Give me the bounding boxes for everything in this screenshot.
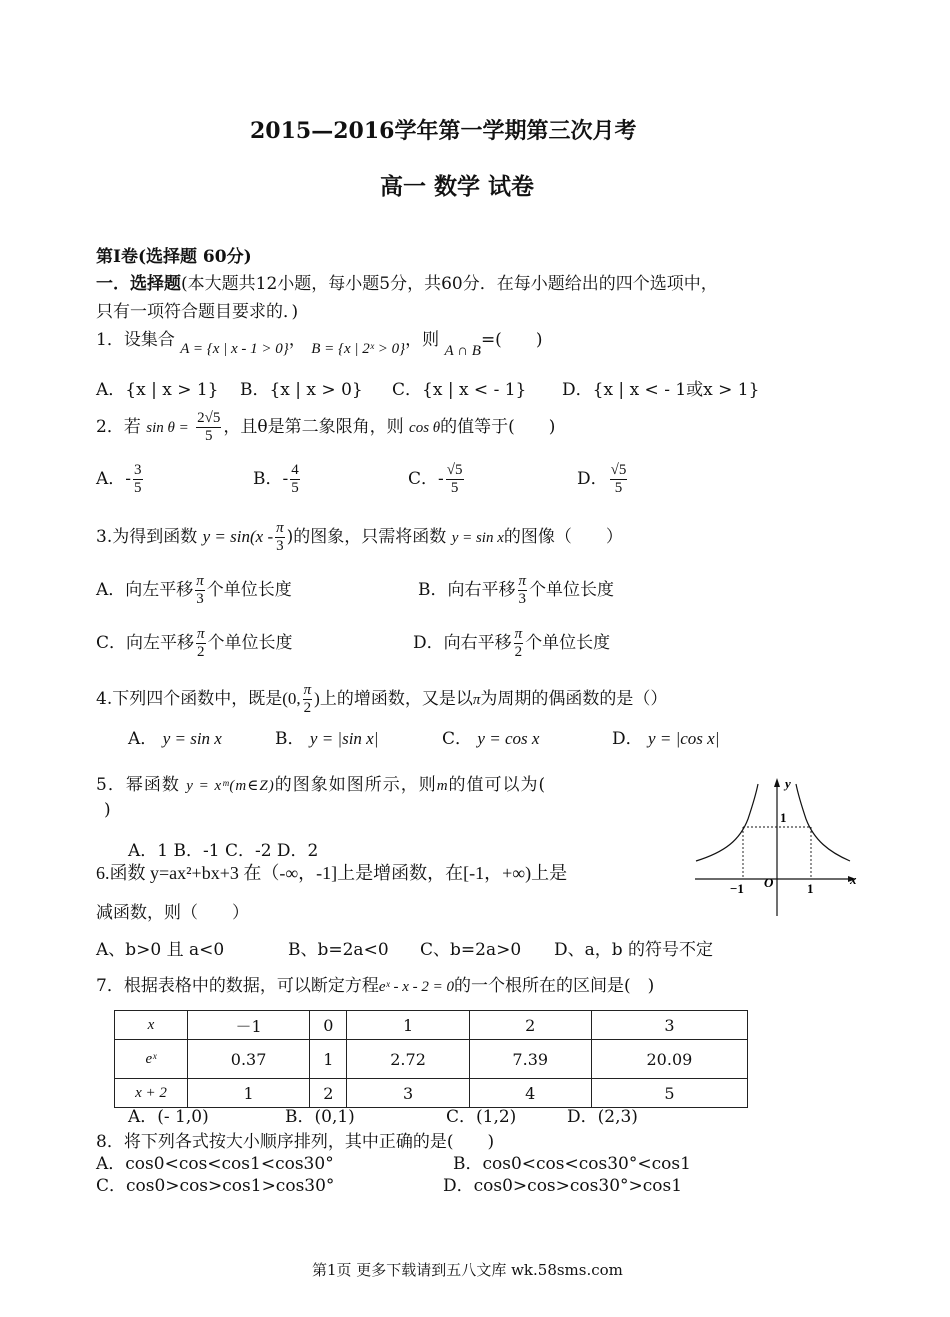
part-desc-1: (本大题共12小题，每小题5分，共60分．在每小题给出的四个选项中， — [181, 274, 718, 294]
q2-option-a: A．- $\frac{3}{5}$ — [96, 462, 142, 496]
x-label: x — [850, 872, 857, 887]
q7-option-d: D．(2,3) — [567, 1107, 638, 1127]
q5-m: m — [436, 778, 449, 794]
q1-option-c: C．{x | x < - 1} — [392, 380, 527, 400]
table-cell: －1 — [188, 1011, 310, 1040]
q4-stem: 4.下列四个函数中，既是(0, $\frac{\pi}{2}$ )上的增函数，又是以π为周期的偶函数的是（） — [96, 682, 668, 716]
q4-stem-c: 为周期的偶函数的是（） — [480, 689, 668, 709]
q4-option-a: A． y = sin x — [128, 729, 222, 749]
q5-stem-b: 的图象如图所示，则 — [274, 775, 437, 795]
table-row-header: eˣ — [115, 1040, 188, 1079]
table-row — [115, 1040, 748, 1079]
q1-stem — [96, 329, 543, 359]
page-footer: 第1页 更多下载请到五八文库 wk.58sms.com — [312, 1261, 623, 1279]
y-label: y — [785, 776, 791, 791]
table-row — [115, 1079, 748, 1108]
q5-stem-d: ) — [104, 800, 111, 820]
q3-option-a: A．向左平移 $\frac{\pi}{3}$ 个单位长度 — [96, 573, 292, 607]
q2-stem — [96, 410, 555, 445]
table-cell: 20.09 — [591, 1040, 747, 1079]
q1-option-d: D．{x | x < - 1或x > 1} — [562, 380, 760, 400]
table-cell: 1 — [347, 1011, 469, 1040]
table-cell: 3 — [591, 1011, 747, 1040]
table-row — [115, 1011, 748, 1040]
y-axis-arrow — [774, 778, 780, 787]
q3-stem-a: 3.为得到函数 — [96, 527, 198, 547]
q1-expr: A ∩ B — [444, 343, 481, 359]
q4-stem-b: 上的增函数，又是以 — [319, 689, 473, 709]
q3-stem: 3.为得到函数 y = sin(x - $\frac{\pi}{3}$ )的图象，只需将函数 y = sin x的图像（ ） — [96, 520, 623, 554]
q8-option-b: B．cos0<cos<cos30°<cos1 — [453, 1154, 691, 1174]
curve-left — [696, 784, 758, 861]
power-function-graph — [690, 772, 860, 920]
y-tick-1: 1 — [780, 810, 787, 825]
q6-line1: 6.函数 y=ax²+bx+3 在（-∞，-1]上是增函数，在[-1，+∞)上是 — [96, 863, 568, 883]
q7-stem-b: 的一个根所在的区间是( ) — [454, 976, 655, 996]
table-cell: 1 — [310, 1040, 347, 1079]
section-heading: 第Ⅰ卷(选择题 60分) — [96, 247, 252, 267]
q1-set-a: A = {x | x - 1 > 0} — [180, 341, 289, 357]
table-cell: 4 — [469, 1079, 591, 1108]
q1-comma: ， — [288, 330, 306, 350]
table-cell: 0 — [310, 1011, 347, 1040]
q8-option-d: D．cos0>cos>cos30°>cos1 — [443, 1176, 683, 1196]
q5-func: y = xᵐ(m∈Z) — [186, 778, 275, 794]
q4-option-b: B． y = |sin x| — [275, 729, 379, 749]
x-tick-1: 1 — [807, 881, 814, 896]
q4-option-d: D． y = |cos x| — [612, 729, 720, 749]
q6-option-b: B、b=2a<0 — [288, 940, 389, 960]
q2-cos: cos θ — [409, 420, 441, 436]
origin-label: O — [764, 875, 774, 890]
q5-options: A．1 B．-1 C．-2 D．2 — [128, 841, 319, 861]
q3-option-d: D．向右平移 $\frac{\pi}{2}$ 个单位长度 — [413, 626, 611, 660]
q3-func: y = sin(x - — [202, 527, 274, 546]
table-cell: 2 — [310, 1079, 347, 1108]
q6-option-d: D、a，b 的符号不定 — [554, 940, 714, 960]
q7-option-c: C．(1,2) — [446, 1107, 517, 1127]
exam-subtitle: 高一 数学 试卷 — [380, 173, 535, 200]
q3-option-c: C．向左平移 $\frac{\pi}{2}$ 个单位长度 — [96, 626, 293, 660]
q1-option-b: B．{x | x > 0} — [240, 380, 363, 400]
table-row-header: x + 2 — [115, 1079, 188, 1108]
q6-line2: 减函数，则（ ） — [96, 903, 249, 923]
q7-option-b: B．(0,1) — [285, 1107, 355, 1127]
q2-option-d: D． $\frac{√5}{5}$ — [577, 462, 627, 496]
q3-func2: y = sin x — [451, 530, 504, 546]
q6-option-c: C、b=2a>0 — [420, 940, 522, 960]
q1-option-a: A．{x | x > 1} — [96, 380, 219, 400]
exam-title: 2015—2016学年第一学期第三次月考 — [250, 118, 637, 144]
table-cell: 7.39 — [469, 1040, 591, 1079]
q5-stem-a: 5．幂函数 — [96, 775, 180, 795]
q5-stem — [96, 774, 546, 797]
q3-stem-b: 的图象，只需将函数 — [293, 527, 447, 547]
q7-stem-a: 7．根据表格中的数据，可以断定方程 — [96, 976, 379, 996]
table-cell: 1 — [188, 1079, 310, 1108]
part-desc-2: 只有一项符合题目要求的．) — [96, 302, 299, 322]
q5-stem-c: 的值可以为( — [448, 775, 547, 795]
q3-stem-c: 的图像（ ） — [503, 527, 623, 547]
table-cell: 2.72 — [347, 1040, 469, 1079]
q2-stem-c: 的值等于( ) — [440, 417, 556, 437]
q2-option-c: C．- $\frac{√5}{5}$ — [408, 462, 463, 496]
table-cell: 0.37 — [188, 1040, 310, 1079]
q7-option-a: A．(- 1,0) — [128, 1107, 209, 1127]
table-cell: 5 — [591, 1079, 747, 1108]
q1-stem-a: 1．设集合 — [96, 330, 175, 350]
q7-stem — [96, 975, 654, 998]
q3-option-b: B．向右平移 $\frac{\pi}{3}$ 个单位长度 — [418, 573, 615, 607]
q2-stem-a: 2．若 — [96, 417, 141, 437]
q6-option-a: A、b>0 且 a<0 — [96, 940, 225, 960]
q7-eq: eˣ - x - 2 = 0 — [378, 979, 454, 995]
part-description — [96, 273, 718, 295]
q2-fraction: $\frac{2√5}{5}$ — [197, 410, 221, 444]
q1-stem-b: ，则 — [405, 330, 440, 350]
q4-stem-a: 4.下列四个函数中，既是 — [96, 689, 283, 709]
q8-option-c: C．cos0>cos>cos1>cos30° — [96, 1176, 335, 1196]
q8-option-a: A．cos0<cos<cos1<cos30° — [96, 1154, 334, 1174]
table-cell: 3 — [347, 1079, 469, 1108]
q4-option-c: C． y = cos x — [442, 729, 540, 749]
q1-tail: =( ) — [480, 330, 543, 350]
table-row-header: x — [115, 1011, 188, 1040]
values-table — [114, 1010, 748, 1108]
curve-right — [796, 784, 850, 861]
x-tick-neg1: −1 — [730, 881, 744, 896]
q2-option-b: B．- $\frac{4}{5}$ — [253, 462, 299, 496]
part-label: 一．选择题 — [96, 274, 181, 294]
q2-stem-b: ，且θ是第二象限角，则 — [223, 417, 404, 437]
q8-stem: 8．将下列各式按大小顺序排列，其中正确的是( ) — [96, 1132, 495, 1152]
q1-set-b: B = {x | 2ˣ > 0} — [311, 341, 406, 357]
q2-sin: sin θ = — [146, 420, 189, 436]
table-cell: 2 — [469, 1011, 591, 1040]
